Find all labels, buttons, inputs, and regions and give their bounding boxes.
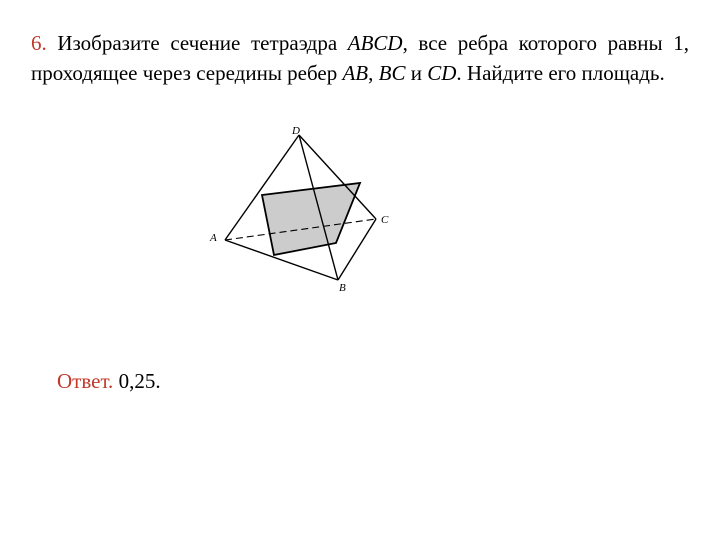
tetrahedron-figure xyxy=(200,120,400,300)
cross-section xyxy=(262,183,360,255)
conjunction: и xyxy=(405,61,428,85)
answer xyxy=(57,366,161,396)
problem-text-part: Изобразите сечение тетраэдра xyxy=(46,31,348,55)
problem-statement xyxy=(31,28,689,88)
problem-text-part: . Найдите его площадь. xyxy=(456,61,665,85)
vertex-label-b: B xyxy=(339,282,346,294)
vertex-label-d: D xyxy=(292,125,300,137)
edge-bc xyxy=(338,219,376,280)
answer-value: 0,25. xyxy=(113,369,161,393)
edge-name-cd: CD xyxy=(427,61,457,85)
vertex-label-c: C xyxy=(381,214,389,226)
problem-number: 6. xyxy=(31,31,47,55)
problem-text-part: , все ребра которого равны 1, проходящее через середины ребер xyxy=(31,31,689,85)
separator: , xyxy=(368,61,379,85)
edge-name-ab: AB xyxy=(342,61,369,85)
edge-name-bc: BC xyxy=(378,61,406,85)
vertex-label-a: A xyxy=(210,232,217,244)
answer-label: Ответ. xyxy=(57,369,114,393)
tetrahedron-name: ABCD xyxy=(347,31,403,55)
tetrahedron-diagram xyxy=(200,120,400,300)
